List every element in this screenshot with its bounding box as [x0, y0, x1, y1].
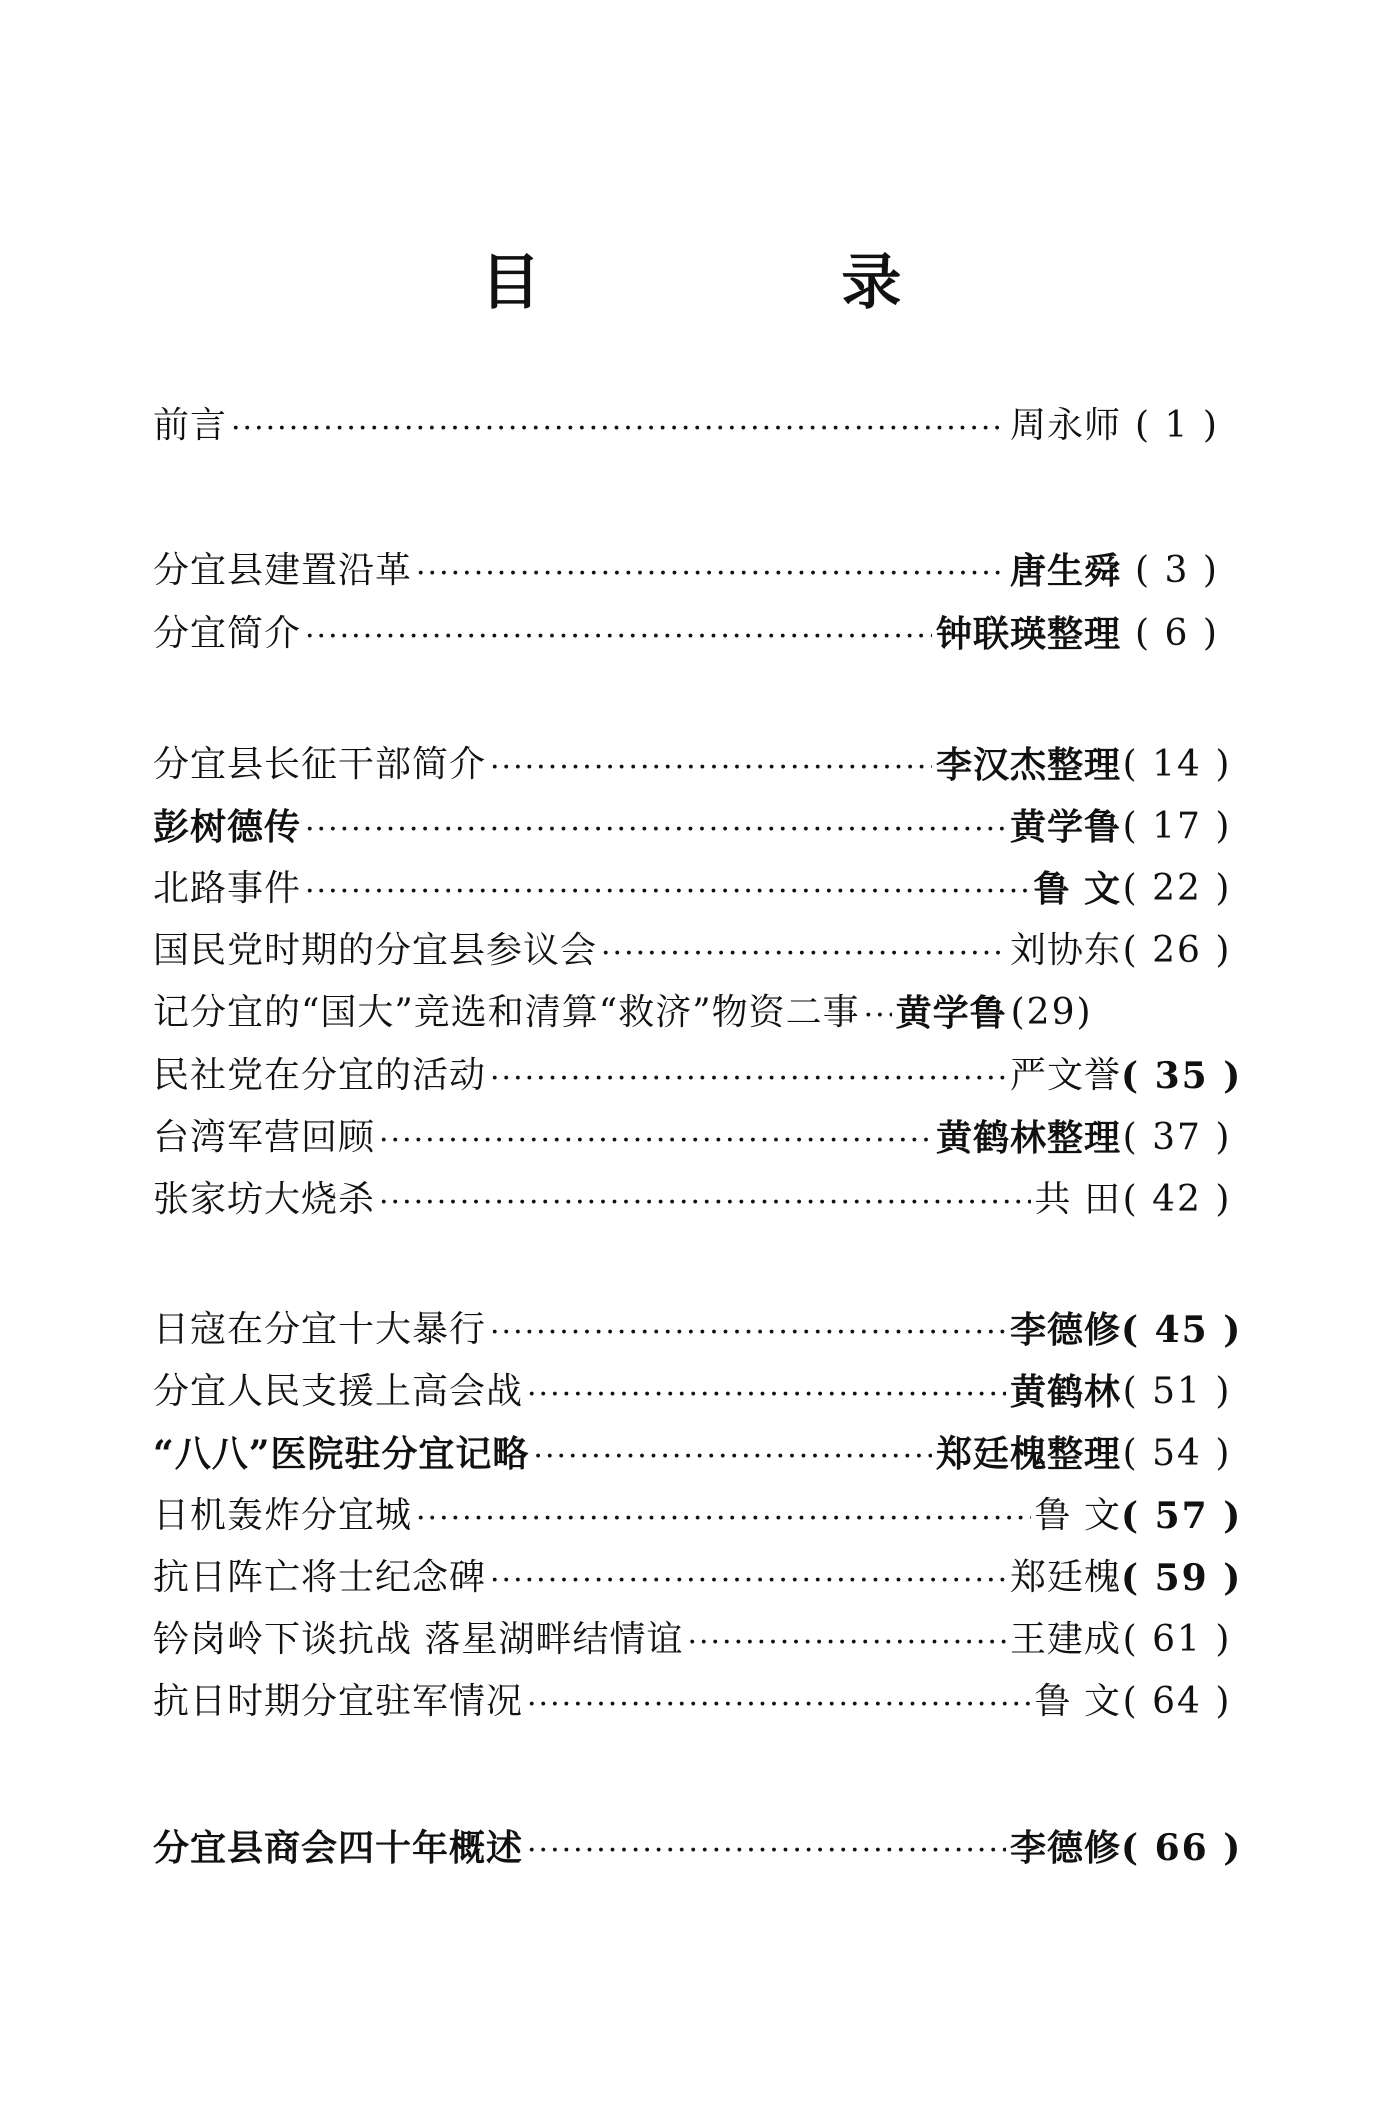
entry-author: 王建成: [1009, 1619, 1121, 1660]
entry-author: 郑廷槐整理: [935, 1433, 1121, 1475]
dot-leader: [416, 544, 1006, 598]
toc-entry: [153, 1427, 1233, 1481]
entry-page: ( 57 ): [1121, 1495, 1243, 1537]
entry-author: 郑廷槐: [1009, 1557, 1121, 1598]
entry-page: ( 37 ): [1122, 1117, 1232, 1158]
entry-title: 分宜县长征干部简介: [153, 744, 487, 785]
entry-title: 日机轰炸分宜城: [153, 1495, 413, 1536]
entry-title: 钤岗岭下谈抗战 落星湖畔结情谊: [153, 1619, 684, 1660]
dot-leader: [305, 800, 1006, 854]
toc-entry: [153, 738, 1233, 792]
entry-title: 记分宜的“国大”竞选和清算“救济”物资二事: [153, 992, 860, 1033]
toc-entry: [153, 1049, 1243, 1103]
entry-title: 张家坊大烧杀: [153, 1179, 376, 1220]
entry-author: 周永师: [1009, 405, 1121, 446]
entry-page: ( 35 ): [1121, 1055, 1243, 1097]
entry-page: ( 45 ): [1121, 1309, 1243, 1351]
entry-page: ( 51 ): [1122, 1371, 1232, 1412]
dot-leader: [533, 1427, 932, 1481]
dot-leader: [490, 738, 932, 792]
dot-leader: [305, 862, 1029, 916]
entry-page: ( 26 ): [1122, 930, 1232, 971]
entry-author: 刘协东: [1009, 930, 1121, 971]
dot-leader: [527, 1821, 1006, 1875]
entry-page: ( 14 ): [1122, 744, 1232, 785]
dot-leader: [379, 1173, 1031, 1227]
entry-author: 黄学鲁: [895, 992, 1007, 1034]
toc-entry: [153, 1675, 1233, 1729]
dot-leader: [416, 1489, 1031, 1543]
toc-entry: [153, 1111, 1233, 1165]
toc-entry: [153, 1489, 1243, 1543]
entry-author: 共 田: [1034, 1179, 1121, 1220]
entry-author: 黄学鲁: [1009, 806, 1121, 848]
entry-author: 黄鹤林整理: [935, 1117, 1121, 1159]
entry-author: 李汉杰整理: [935, 744, 1121, 786]
entry-page: ( 1 ): [1135, 405, 1219, 446]
toc-entry: [153, 986, 1233, 1040]
entry-title: 分宜县商会四十年概述: [153, 1827, 524, 1869]
entry-title: 前言: [153, 405, 228, 446]
entry-page: ( 17 ): [1122, 806, 1232, 847]
toc-entry: [153, 1365, 1233, 1419]
toc-entry: [153, 862, 1233, 916]
entry-author: 鲁 文: [1034, 1681, 1121, 1722]
entry-page: ( 22 ): [1122, 868, 1232, 909]
entry-author: 唐生舜: [1009, 550, 1121, 592]
entry-page: (29): [1010, 992, 1093, 1033]
toc-entry: [153, 1303, 1243, 1357]
toc-entry: [153, 1551, 1243, 1605]
entry-page: ( 59 ): [1121, 1557, 1243, 1599]
entry-title: 国民党时期的分宜县参议会: [153, 930, 598, 971]
dot-leader: [305, 607, 932, 661]
toc-entry: [153, 1613, 1233, 1667]
entry-page: ( 61 ): [1122, 1619, 1232, 1660]
entry-title: 分宜县建置沿革: [153, 550, 413, 591]
page-title: 目 录: [480, 248, 1042, 318]
entry-page: ( 54 ): [1122, 1433, 1232, 1474]
dot-leader: [490, 1049, 1006, 1103]
entry-title: “八八”医院驻分宜记略: [153, 1433, 530, 1475]
entry-title: 台湾军营回顾: [153, 1117, 376, 1158]
toc-entry: [153, 1173, 1233, 1227]
toc-entry: [153, 800, 1233, 854]
entry-title: 民社党在分宜的活动: [153, 1055, 487, 1096]
entry-page: ( 64 ): [1122, 1681, 1232, 1722]
toc-entry: [153, 607, 1233, 661]
entry-author: 鲁 文: [1034, 1495, 1121, 1536]
entry-page: ( 6 ): [1135, 613, 1219, 654]
entry-author: 黄鹤林: [1009, 1371, 1121, 1413]
entry-author: 李德修: [1009, 1827, 1121, 1869]
entry-title: 抗日阵亡将士纪念碑: [153, 1557, 487, 1598]
entry-title: 抗日时期分宜驻军情况: [153, 1681, 524, 1722]
entry-author: 鲁 文: [1033, 868, 1121, 910]
dot-leader: [379, 1111, 932, 1165]
entry-title: 日寇在分宜十大暴行: [153, 1309, 487, 1350]
entry-author: 严文誉: [1009, 1055, 1121, 1096]
entry-title: 分宜人民支援上高会战: [153, 1371, 524, 1412]
toc-entry: [153, 1821, 1243, 1875]
entry-author: 钟联瑛整理: [935, 613, 1121, 655]
entry-page: ( 42 ): [1122, 1179, 1232, 1220]
dot-leader: [231, 399, 1006, 453]
entry-title: 北路事件: [153, 868, 302, 909]
entry-title: 分宜简介: [153, 613, 302, 654]
toc-entry: [153, 399, 1233, 453]
dot-leader: [527, 1675, 1031, 1729]
toc-entry: [153, 544, 1233, 598]
toc-entry: [153, 924, 1233, 978]
entry-page: ( 66 ): [1121, 1827, 1243, 1869]
dot-leader: [601, 924, 1006, 978]
dot-leader: [527, 1365, 1006, 1419]
entry-title: 彭树德传: [153, 806, 302, 848]
entry-author: 李德修: [1009, 1309, 1121, 1351]
dot-leader: [490, 1551, 1006, 1605]
dot-leader: [490, 1303, 1006, 1357]
entry-page: ( 3 ): [1135, 550, 1219, 591]
dot-leader: [864, 986, 892, 1040]
dot-leader: [687, 1613, 1006, 1667]
